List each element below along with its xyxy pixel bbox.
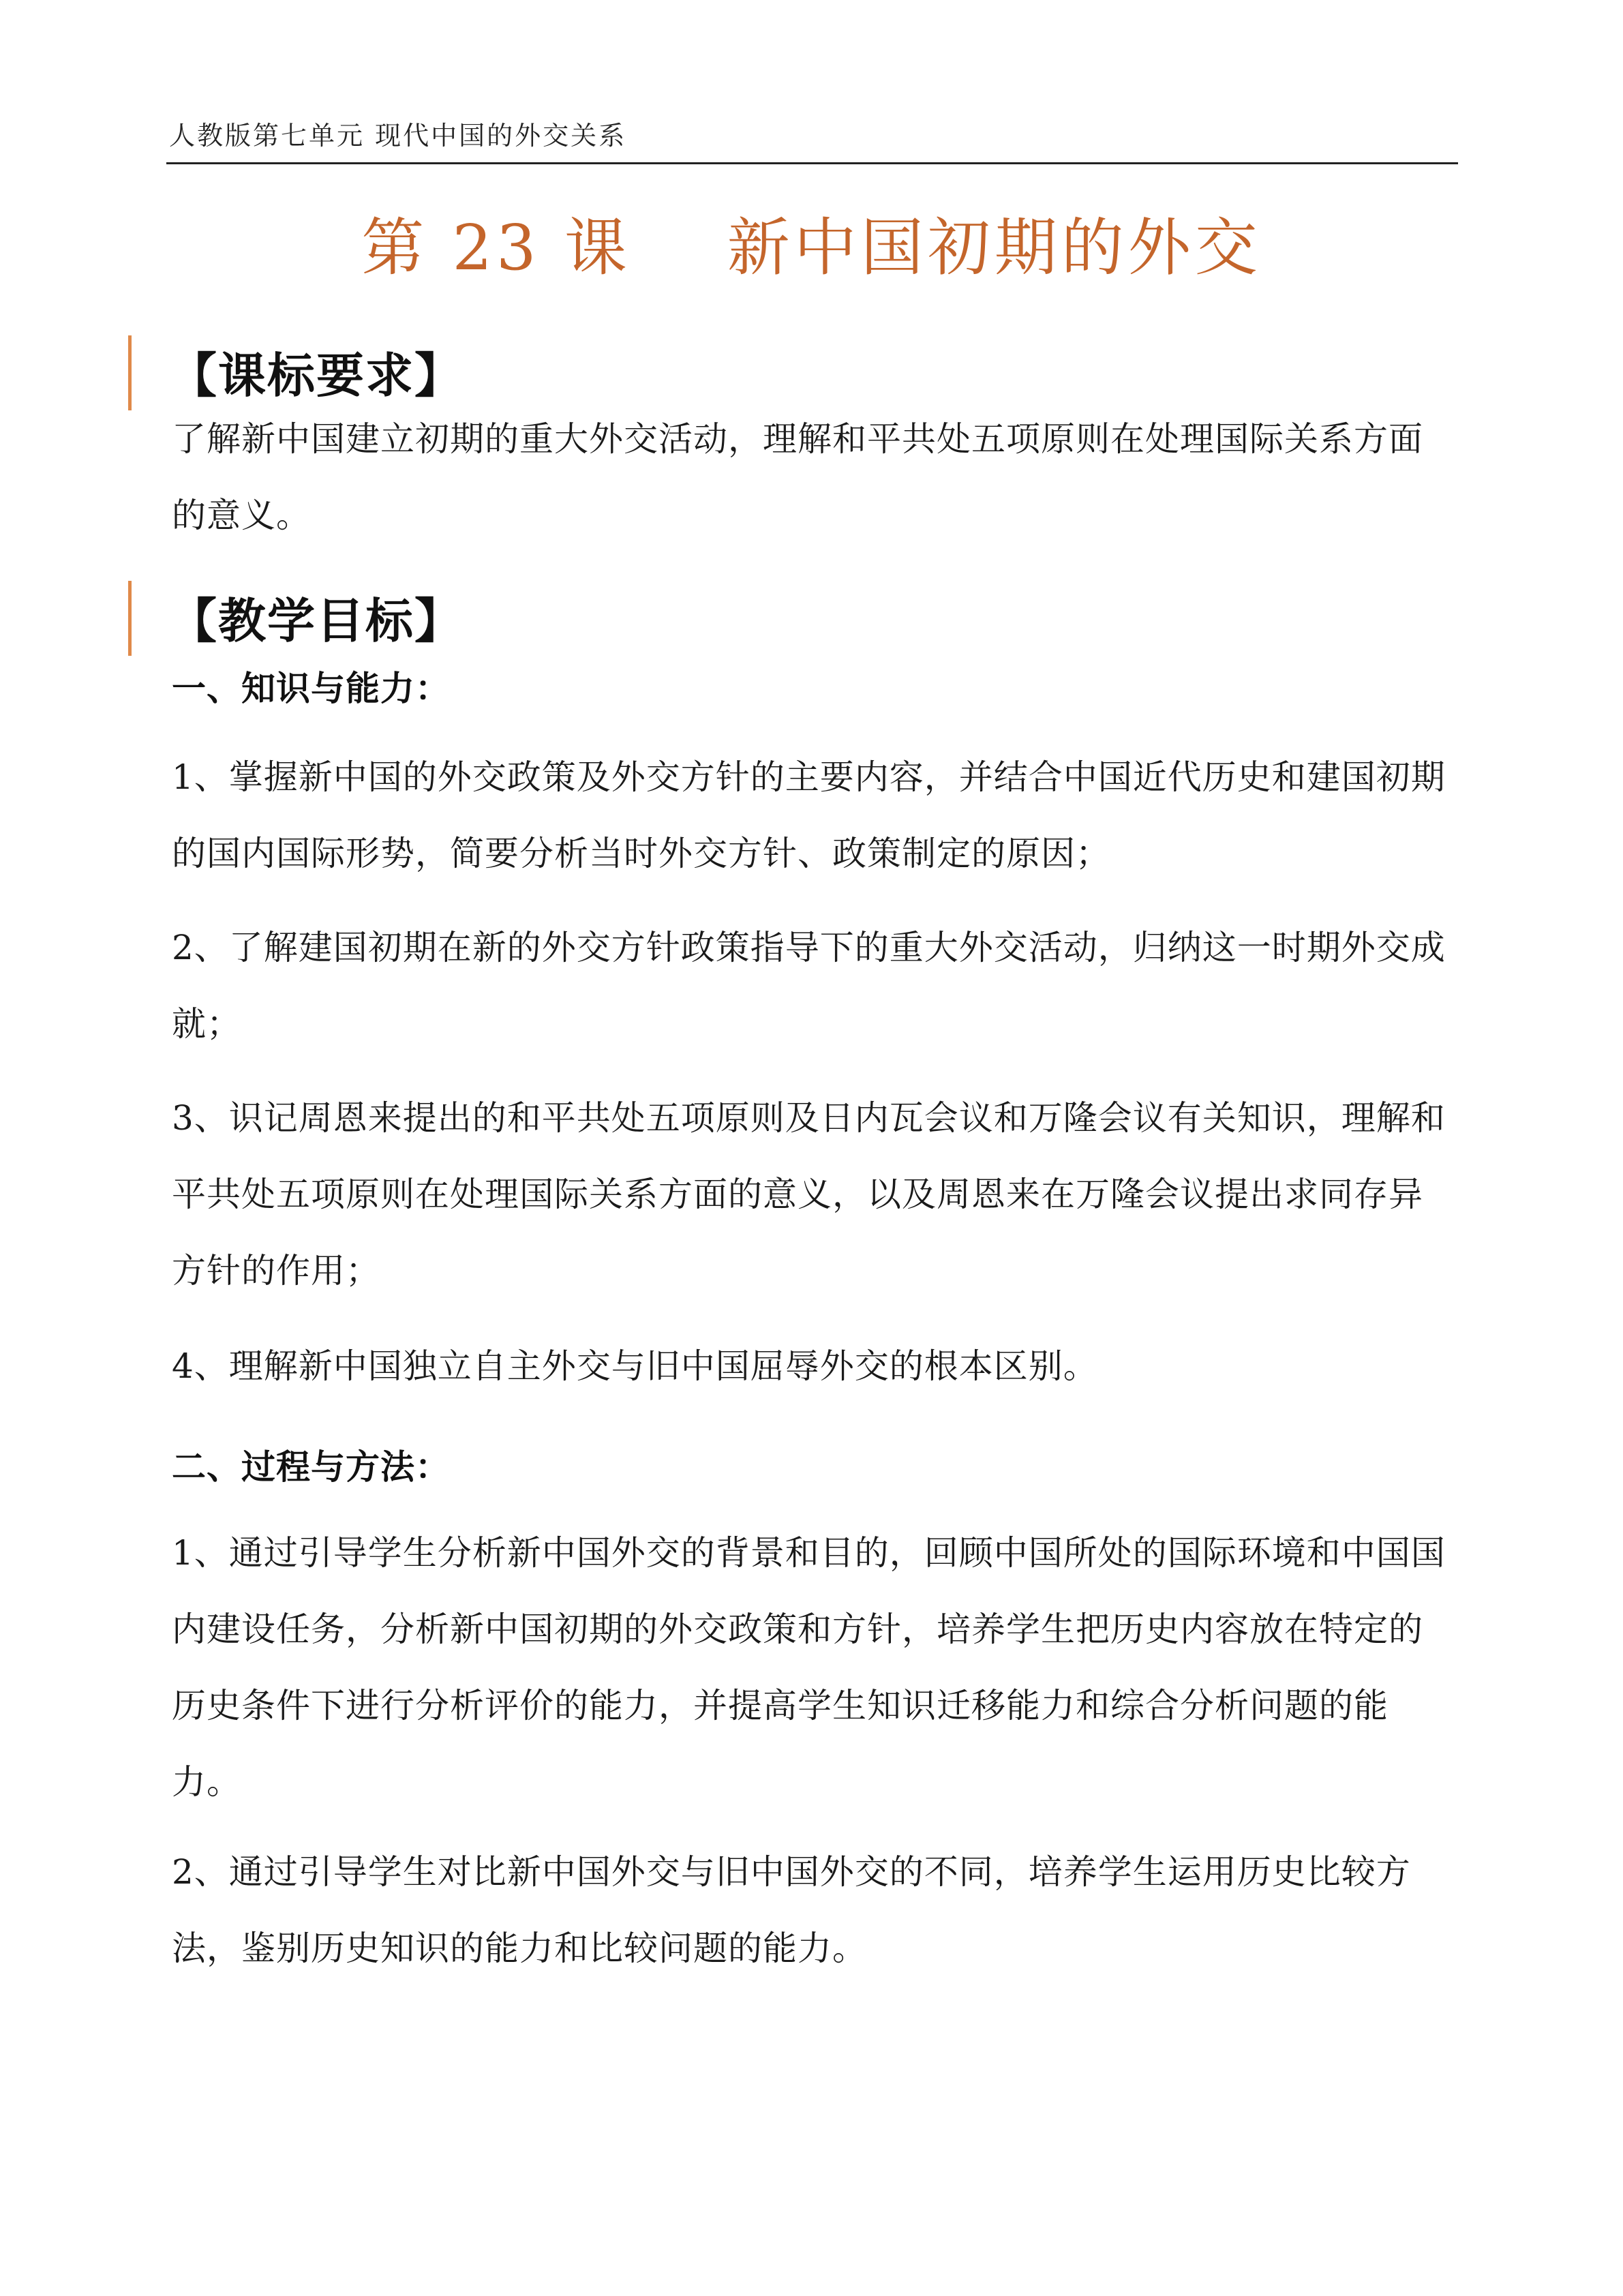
process-subheading: 二、过程与方法： (172, 1447, 450, 1487)
section-accent-bar (128, 335, 132, 410)
knowledge-subheading: 一、知识与能力： (172, 668, 450, 708)
curriculum-heading: 【课标要求】 (169, 347, 464, 404)
knowledge-item: 2、了解建国初期在新的外交方针政策指导下的重大外交活动，归纳这一时期外交成就； (172, 928, 1446, 1044)
knowledge-item: 3、识记周恩来提出的和平共处五项原则及日内瓦会议和万隆会议有关知识，理解和平共处五项原则在处理国际关系方面的意义，以及周恩来在万隆会议提出求同存异方针的作用； (172, 1098, 1446, 1290)
running-header: 人教版第七单元 现代中国的外交关系 (169, 121, 627, 151)
section-accent-bar (128, 581, 132, 656)
header-divider (166, 162, 1458, 164)
curriculum-text: 了解新中国建立初期的重大外交活动，理解和平共处五项原则在处理国际关系方面的意义。 (172, 419, 1423, 535)
process-item: 2、通过引导学生对比新中国外交与旧中国外交的不同，培养学生运用历史比较方法，鉴别历史知识的能力和比较问题的能力。 (172, 1852, 1411, 1968)
knowledge-item: 4、理解新中国独立自主外交与旧中国屈辱外交的根本区别。 (172, 1346, 1098, 1386)
lesson-title: 第 23 课 新中国初期的外交 (361, 211, 1262, 284)
objectives-heading: 【教学目标】 (169, 592, 464, 649)
process-item: 1、通过引导学生分析新中国外交的背景和目的，回顾中国所处的国际环境和中国国内建设任务，分析新中国初期的外交政策和方针，培养学生把历史内容放在特定的历史条件下进行分析评价的能力，并提高学生知识迁移能力和综合分析问题的能力。 (172, 1533, 1446, 1802)
knowledge-item: 1、掌握新中国的外交政策及外交方针的主要内容，并结合中国近代历史和建国初期的国内国际形势，简要分析当时外交方针、政策制定的原因； (172, 757, 1446, 873)
